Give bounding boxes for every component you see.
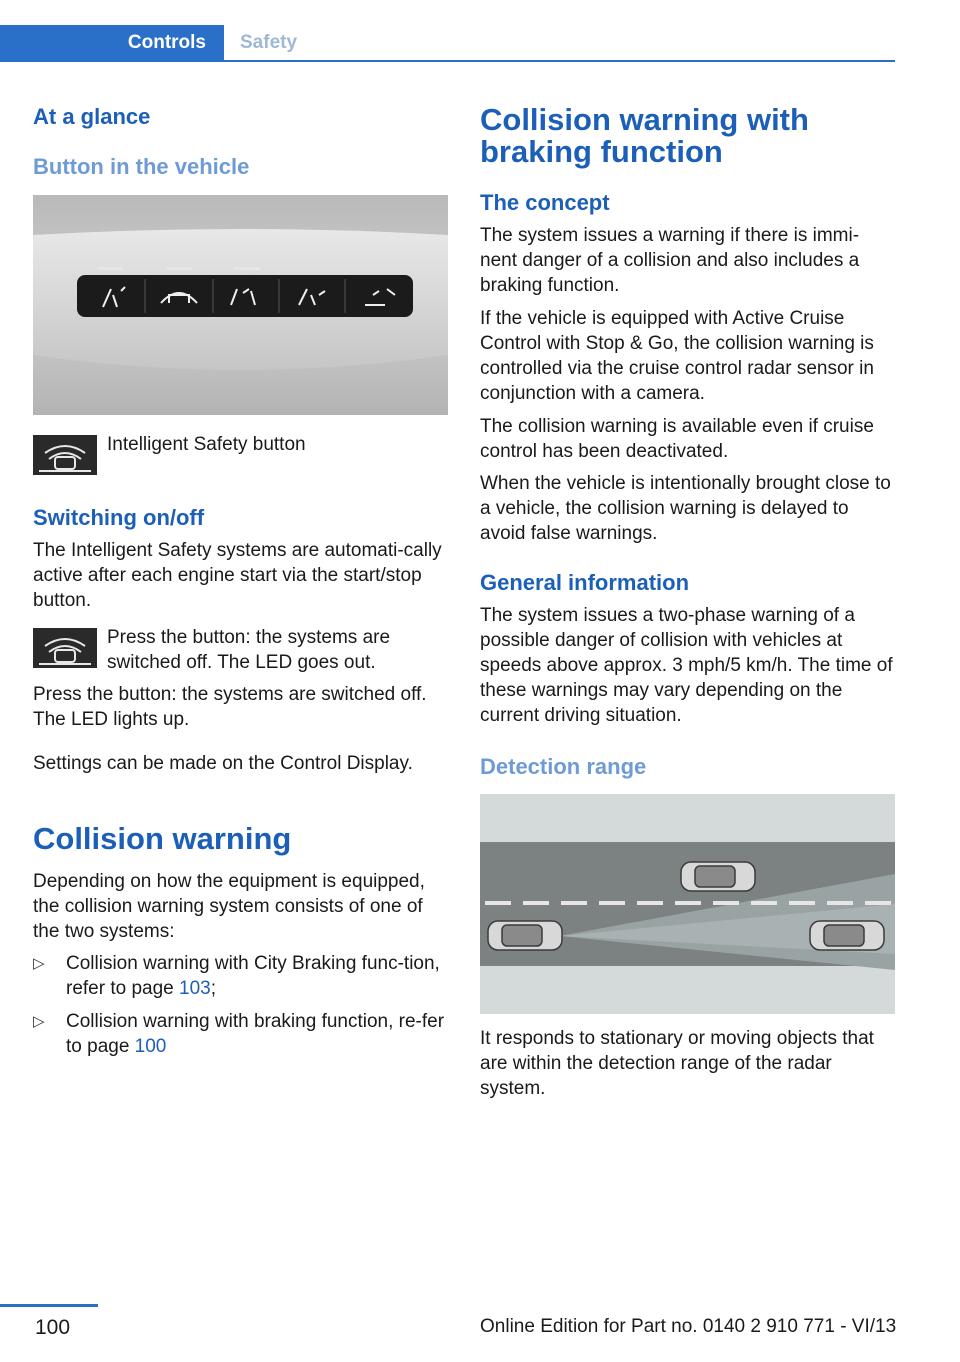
bullet-list bbox=[33, 951, 448, 1067]
switching-paragraph: The Intelligent Safety systems are automati‐cally active after each engine start via the start/stop button. bbox=[33, 540, 442, 611]
intelligent-safety-icon bbox=[33, 435, 97, 475]
general-paragraph: The system issues a two-phase warning of a possible danger of collision with vehicles at speeds above approx. 3 mph/5 km/h. The time of these warnings may vary depending on the current driving situation. bbox=[480, 605, 893, 726]
press-up-text: Press the button: the systems are switched off. The LED lights up. bbox=[33, 684, 427, 730]
heading-button-in-vehicle: Button in the vehicle bbox=[33, 154, 250, 179]
tab-controls[interactable]: Controls bbox=[0, 25, 224, 61]
icon-caption: Intelligent Safety button bbox=[107, 434, 306, 455]
intelligent-safety-icon bbox=[33, 628, 97, 668]
heading-collision-braking: Collision warning with braking function bbox=[480, 102, 809, 169]
list-item: ▷ Collision warning with braking function, re‐fer to page 100 bbox=[33, 1011, 445, 1057]
press-off-text: Press the button: the systems are switched off. The LED goes out. bbox=[107, 627, 391, 673]
heading-switching: Switching on/off bbox=[33, 505, 205, 530]
detection-range-diagram bbox=[480, 794, 895, 1014]
concept-paragraph-3: The collision warning is available even if cruise control has been deactivated. bbox=[480, 416, 874, 462]
heading-collision-warning: Collision warning bbox=[33, 821, 292, 856]
footer-rule bbox=[0, 1304, 98, 1307]
concept-paragraph-4: When the vehicle is intentionally brought close to a vehicle, the collision warning is delayed to avoid false warnings. bbox=[480, 473, 891, 544]
collision-paragraph: Depending on how the equipment is equipped, the collision warning system consists of one of the two systems: bbox=[33, 871, 425, 942]
heading-detection-range: Detection range bbox=[480, 754, 647, 779]
settings-text: Settings can be made on the Control Display. bbox=[33, 753, 413, 774]
detection-paragraph: It responds to stationary or moving objects that are within the detection range of the radar system. bbox=[480, 1028, 874, 1099]
header-rule bbox=[0, 60, 895, 62]
bullet-arrow-icon: ▷ bbox=[33, 955, 45, 972]
page-number: 100 bbox=[35, 1316, 71, 1339]
page-link-100[interactable]: 100 bbox=[134, 1036, 167, 1057]
concept-paragraph-2: If the vehicle is equipped with Active Cruise Control with Stop & Go, the collision warning is controlled via the cruise control radar sensor in conjunction with a camera. bbox=[480, 308, 874, 404]
list-item: ▷ Collision warning with City Braking func‐tion, refer to page 103; bbox=[33, 953, 440, 999]
tab-safety[interactable]: Safety bbox=[240, 32, 298, 53]
concept-paragraph-1: The system issues a warning if there is immi‐nent danger of a collision and also includes a braking function. bbox=[480, 225, 860, 296]
heading-concept: The concept bbox=[480, 190, 610, 215]
heading-general-information: General information bbox=[480, 570, 690, 595]
edition-text: Online Edition for Part no. 0140 2 910 771 - VI/13 bbox=[480, 1316, 897, 1337]
heading-at-a-glance: At a glance bbox=[33, 104, 151, 129]
page-link-103[interactable]: 103 bbox=[179, 978, 211, 999]
button-panel-photo bbox=[33, 195, 448, 415]
bullet-arrow-icon: ▷ bbox=[33, 1013, 45, 1030]
section-tabs bbox=[0, 25, 895, 62]
